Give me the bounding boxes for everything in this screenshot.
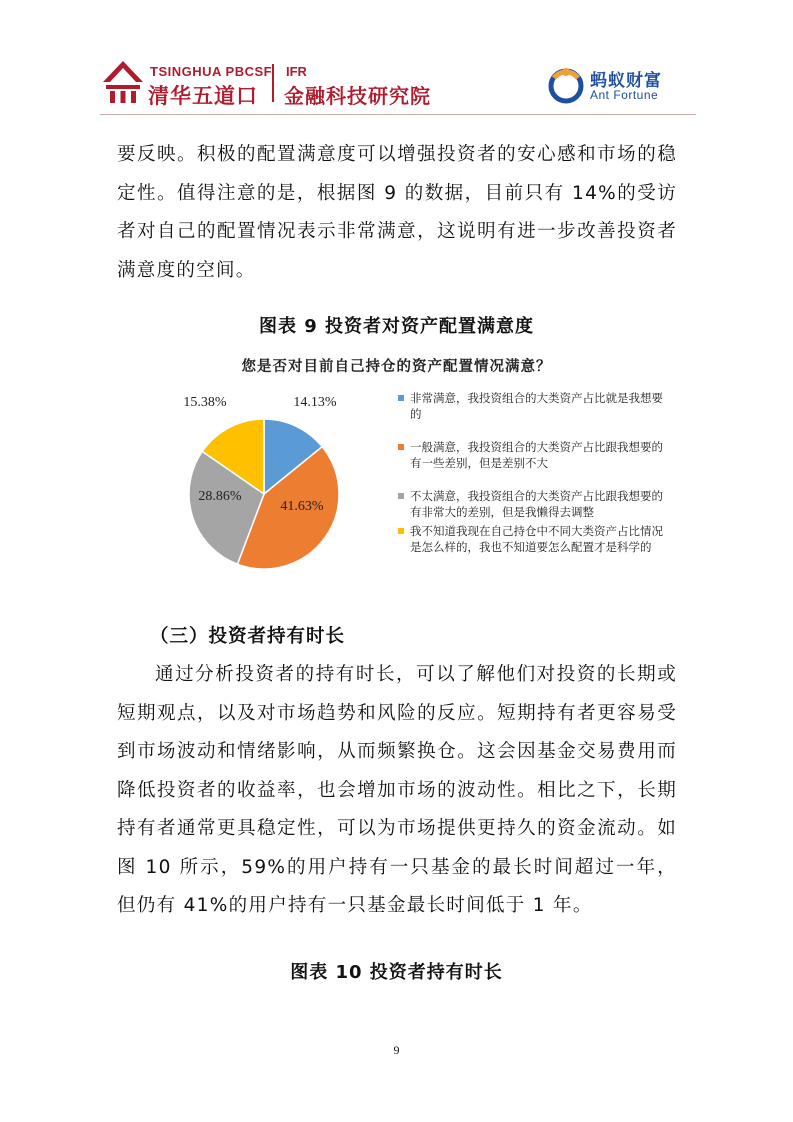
page-header [0, 0, 793, 120]
ifr-english-name: IFR [286, 64, 307, 79]
legend-item [398, 523, 668, 555]
body-paragraph-2: 通过分析投资者的持有时长，可以了解他们对投资的长期或短期观点，以及对市场趋势和风险的反应。短期持有者更容易受到市场波动和情绪影响，从而频繁换仓。这会因基金交易费用而降低投资者的收益率，也会增加市场的波动性。相比之下，长期持有者通常更具稳定性，可以为市场提供更持久的资金流动。如图 10 所示，59%的用户持有一只基金的最长时间超过一年，但仍有 41%的用户持有一只基金最长时间低于 1 年。 [117, 664, 677, 916]
chart-legend [398, 390, 668, 572]
ant-fortune-english-name: Ant Fortune [590, 88, 659, 102]
figure-9-caption: 图表 9 投资者对资产配置满意度 [258, 316, 535, 337]
brand-chinese-name: 清华五道口 [148, 84, 258, 108]
tsinghua-pbcsf-logo-icon [102, 60, 144, 104]
ant-fortune-logo-icon [546, 64, 586, 104]
legend-item [398, 390, 668, 422]
slice-value-label: 15.38% [183, 395, 227, 410]
legend-swatch [398, 395, 404, 401]
ifr-chinese-name: 金融科技研究院 [284, 84, 431, 108]
slice-value-label: 41.63% [280, 499, 324, 514]
section-title: （三）投资者持有时长 [150, 626, 346, 647]
legend-item [398, 439, 668, 471]
legend-label: 一般满意，我投资组合的大类资产占比跟我想要的有一些差别，但是差别不大 [410, 440, 663, 470]
figure-10-caption: 图表 10 投资者持有时长 [290, 962, 503, 983]
ant-fortune-chinese-name: 蚂蚁财富 [590, 71, 662, 91]
body-paragraph-1: 要反映。积极的配置满意度可以增强投资者的安心感和市场的稳定性。值得注意的是，根据图 9 的数据，目前只有 14%的受访者对自己的配置情况表示非常满意，这说明有进一步改善投资者满意度的空间。 [117, 144, 677, 281]
chart-title: 您是否对目前自己持仓的资产配置情况满意？ [241, 358, 552, 375]
header-divider [100, 114, 696, 115]
legend-label: 非常满意，我投资组合的大类资产占比就是我想要的 [410, 391, 663, 421]
legend-swatch [398, 493, 404, 499]
legend-item [398, 488, 668, 520]
page-number: 9 [393, 1043, 400, 1057]
brand-separator [272, 64, 274, 102]
legend-label: 我不知道我现在自己持仓中不同大类资产占比情况是怎么样的，我也不知道要怎么配置才是科学的 [410, 524, 663, 554]
legend-label: 不太满意，我投资组合的大类资产占比跟我想要的有非常大的差别，但是我懒得去调整 [410, 489, 663, 519]
pie-chart [160, 386, 390, 596]
legend-swatch [398, 528, 404, 534]
legend-swatch [398, 444, 404, 450]
slice-value-label: 28.86% [198, 489, 242, 504]
brand-english-name: TSINGHUA PBCSF [150, 64, 273, 79]
slice-value-label: 14.13% [293, 395, 337, 410]
